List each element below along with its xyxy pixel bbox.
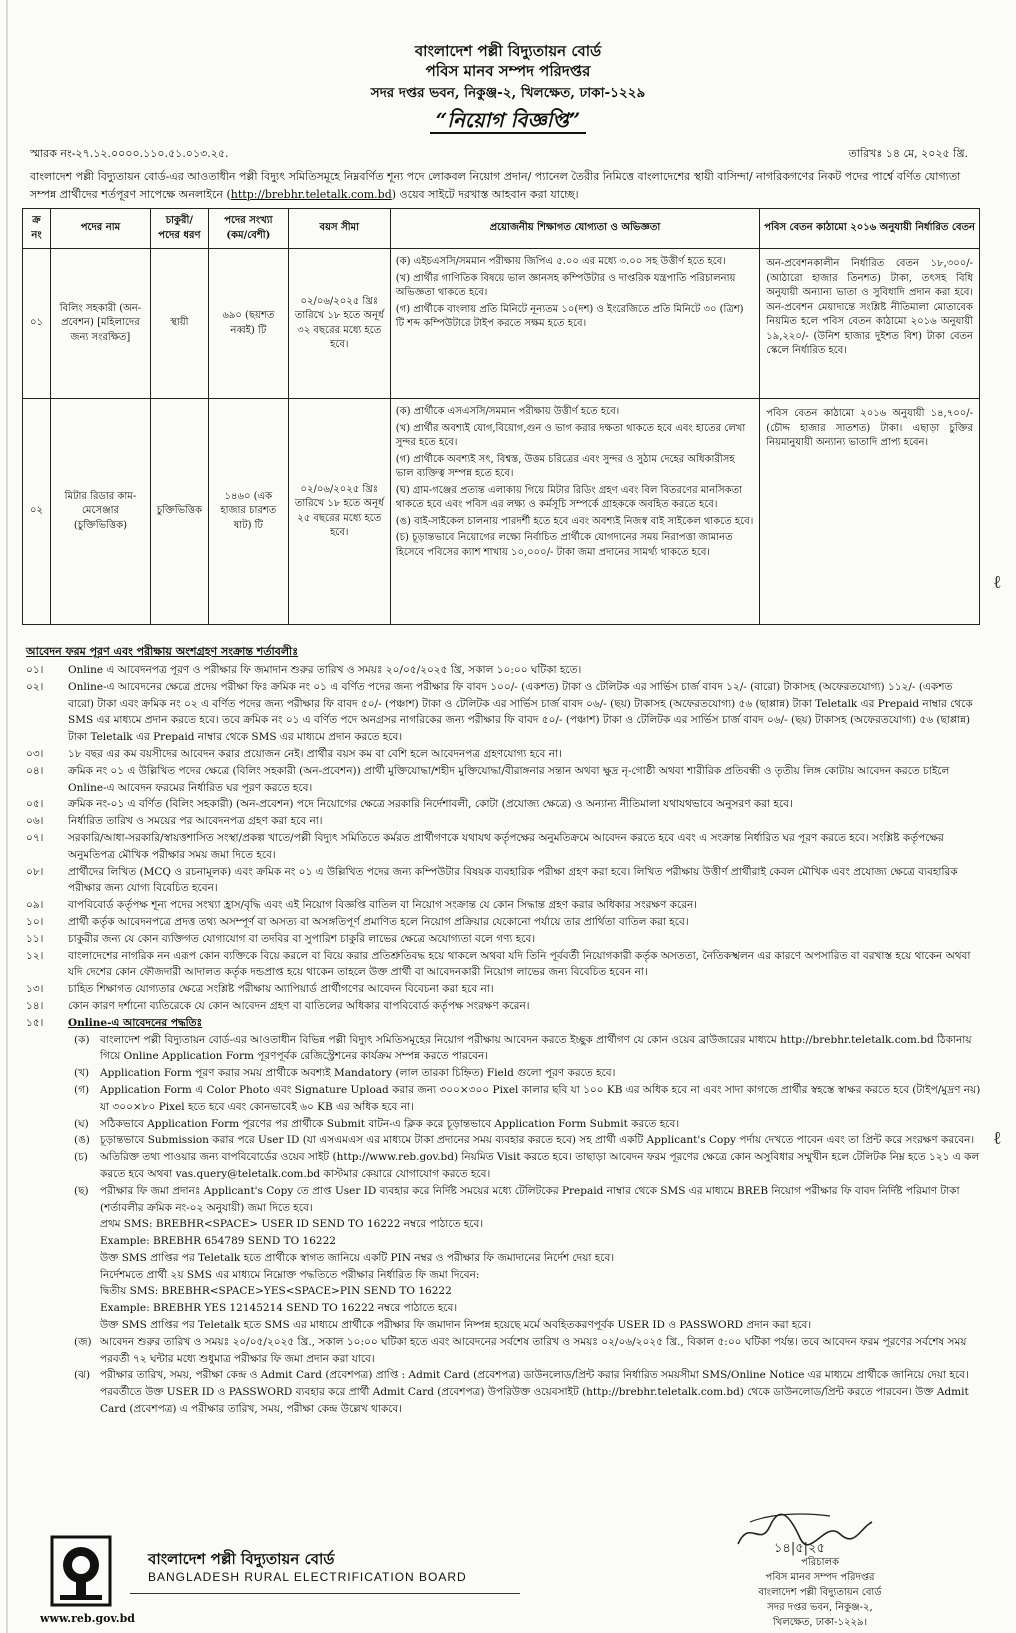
term-number: ০২। [26,680,44,693]
signatory-dept: পবিস মানব সম্পদ পরিদপ্তর [765,1572,875,1583]
table-row [23,399,980,625]
col-header-age: বয়স সীমা [288,209,390,249]
sub-number: (ঝ) [74,1369,91,1382]
sms-text: উক্ত SMS প্রাপ্তির পর Teletalk হতে প্রার্থীকে স্বাগত জানিয়ে একটি PIN নম্বর ও পরীক্ষার ফি জমাদানের নির্দেশ দেয়া হবে। [100,1251,615,1264]
term-number: ০৩। [26,747,44,760]
application-link[interactable]: http://brebhr.teletalk.com.bd [230,188,392,201]
signatory-title: পরিচালক [801,1557,839,1568]
sub-text: Application Form পূরণ করার সময় প্রার্থীকে অবশ্যই Mandatory (লাল তারকা চিহ্নিত) Field গুলো পূরণ করতে হবে। [100,1067,616,1080]
footer-divider [130,1593,520,1594]
term-text: চাহিত শিক্ষাগত যোগ্যতার ক্ষেত্রে সংশ্লিষ্ট পরীক্ষায় অ্যাপিয়ার্ড প্রার্থীগণের আবেদন বিবেচনা করা হবে না। [68,983,494,996]
term-text: ১৮ বছর এর কম বয়সীদের আবেদন করার প্রয়োজন নেই। প্রার্থীর বয়স কম বা বেশি হলে আবেদনপত্র গ্রহণযোগ্য হবে না। [68,747,562,760]
signatory-block [720,1555,920,1630]
sms-text: Example: BREBHR 654789 SEND TO 16222 [100,1235,336,1248]
list-item [26,1149,981,1183]
qualification-item: (ঘ) গ্রাম-গঞ্জের প্রত্যন্ত এলাকায় গিয়ে মিটার রিডিং গ্রহণ এবং বিল বিতরণের মানসিকতা থাকতে হবে এবং পবিস এর লক্ষ্য ও কর্মসূচি সম্পর্কে গ্রাহককে অবহিত করতে হবে। [395,484,743,510]
term-text: ক্রমিক নং-০১ এ বর্ণিত (বিলিং সহকারী) (অন-প্রবেশন) পদে নিয়োগের ক্ষেত্রে সরকারি নির্দেশাবলী, কোটা (প্রযোজ্য ক্ষেত্রে) ও অন্যান্য নীতিমালা যথাযথভাবে অনুসরণ করা হবে। [68,798,793,811]
notice-date: তারিখঃ ১৪ মে, ২০২৫ খ্রি. [848,147,968,160]
sms-line [26,1233,981,1250]
directorate-name: পবিস মানব সম্পদ পরিদপ্তর [425,62,591,80]
qualification-item: (খ) প্রার্থীর গাণিতিক বিষয়ে ভাল জ্ঞানসহ কম্পিউটার ও দাপ্তরিক যন্ত্রপাতি পরিচালনায় অভিজ্ঞতা থাকতে হবে। [395,272,736,298]
list-item [26,864,981,898]
list-item [26,1116,981,1133]
term-number: ১০। [26,915,44,928]
col-header-post: পদের নাম [50,209,150,249]
term-text: Online-এ আবেদনের ক্ষেত্রে প্রদেয় পরীক্ষা ফিঃ ক্রমিক নং ০১ এ বর্ণিত পদের জন্য পরীক্ষার ফি বাবদ ১০০/- (একশত) টাকা ও টেলিটক এর সার্ভিস চার্জ বাবদ ১২/- (বারো) টাকাসহ (অফেরতযোগ্য) ১১২/- (একশত বারো) টাকা এবং ক্রমিক নং ০২ এ বর্ণিত পদের জন্য পরীক্ষার ফি বাবদ ৫০/- (পঞ্চাশ) টাকা ও টেলিটক এর সার্ভিস চার্জ বাবদ ০৬/- (ছয়) টাকাসহ (অফেরতযোগ্য) ৫৬ (ছাপ্পান্ন) টাকা Teletalk এর Prepaid নাম্বার থেকে SMS এর মাধ্যমে প্রদান করতে হবে। তবে ক্রমিক নং ০১ এ বর্ণিত পদে অনগ্রসর নাগরিকের জন্য পরীক্ষার ফি বাবদ ৫০/- (পঞ্চাশ) টাকা ও টেলিটক এর সার্ভিস চার্জ বাবদ ০৬/- (ছয়) টাকাসহ (অফেরতযোগ্য) ৫৬ (ছাপ্পান্ন) টাকা Teletalk এর Prepaid নাম্বার থেকে SMS এর মাধ্যমে প্রদান করতে হবে। [68,680,973,744]
row-count: ৬৯০ (ছয়শত নব্বই) টি [208,249,288,399]
term-text: বাংলাদেশের নাগরিক নন এরূপ কোন ব্যক্তিকে বিয়ে করলে বা বিয়ে করার প্রতিশ্রুতিবদ্ধ হয়ে থাকলে অথবা যদি তিনি পূর্ববর্তী নিয়োগকারী কর্তৃক অসততা, নৈতিকস্খলন এর কারণে অপসারিত বা বরখাস্ত হয়ে থাকেন অথবা যদি দেশের কোন ফৌজদারী আদালত কর্তৃক দন্ডপ্রাপ্ত হয়ে থাকেন তাহলে উক্ত প্রার্থী বা আবেদনকারী নিয়োগ লাভের জন্য বিবেচিত হবেন না। [68,949,971,979]
sub-text: পরীক্ষার ফি জমা প্রদানঃ Applicant's Copy তে প্রাপ্ত User ID ব্যবহার করে নির্দিষ্ট সময়ের মধ্যে টেলিটকের Prepaid নাম্বার থেকে SMS এর মাধ্যমে BREB নিয়োগ পরীক্ষার ফি বাবদ নির্দিষ্ট পরিমাণ টাকা (শর্তাবলীর ক্রমিক নং-০২ অনুযায়ী) জমা দিতে হবে। [100,1184,960,1214]
intro-paragraph [30,168,980,204]
sub-text: সঠিকভাবে Application Form পূরণের পর প্রার্থীকে Submit বাটন-এ ক্লিক করে চূড়ান্তভাবে Application Form Submit করতে হবে। [100,1117,680,1130]
term-text: সরকারি/আধা-সরকারি/স্বায়ত্তশাসিত সংস্থা/প্রকল্প খাতে/পল্লী বিদ্যুৎ সমিতিতে কর্মরত প্রার্থীগণকে যথাযথ কর্তৃপক্ষের অনুমতিক্রমে আবেদন করতে হবে এবং এ সংক্রান্ত নির্ধারিত ঘর পূরণ করতে হবে। সংশ্লিষ্ট কর্তৃপক্ষের অনুমতিপত্র মৌখিক পরীক্ষার সময় জমা দিতে হবে। [68,831,944,861]
row-qualification [390,399,759,625]
list-item [26,679,981,746]
qualification-item: (ক) এইচএসসি/সমমান পরীক্ষায় জিপিএ ৫.০০ এর মধ্যে ৩.০০ সহ উত্তীর্ণ হতে হবে। [395,256,726,267]
row-sl: ০২ [23,399,51,625]
conditions-heading: আবেদন ফরম পূরণ এবং পরীক্ষায় অংশগ্রহণ সংক্রান্ত শর্তাবলীঃ [26,645,299,658]
col-header-sl: ক্র নং [23,209,51,249]
list-item [26,796,981,813]
list-item [26,662,981,679]
sub-number: (ঘ) [74,1117,89,1130]
col-header-salary: পবিস বেতন কাঠামো ২০১৬ অনুযায়ী নির্ধারিত বেতন [760,209,980,249]
sub-number: (খ) [74,1067,90,1080]
sub-text: আবেদন শুরুর তারিখ ও সময়ঃ ২০/০৫/২০২৫ খ্রি., সকাল ১০:০০ ঘটিকা হতে এবং আবেদনের সর্বশেষ তারিখ ও সময়ঃ ০২/০৬/২০২৫ খ্রি., বিকাল ৫:০০ ঘটিকা পর্যন্ত। তবে আবেদন ফরম পূরণের সর্বশেষ সময় পরবর্তী ৭২ ঘন্টার মধ্যে শুধুমাত্র পরীক্ষার ফি জমা প্রদান করা যাবে। [100,1335,967,1365]
row-post: বিলিং সহকারী (অন-প্রবেশন) [মহিলাদের জন্য সংরক্ষিত] [50,249,150,399]
list-item [26,1082,981,1116]
sms-text: দ্বিতীয় SMS: BREBHR<SPACE>YES<SPACE>PIN SEND TO 16222 [100,1285,452,1298]
term-number: ০৫। [26,798,44,811]
signatory-board: বাংলাদেশ পল্লী বিদ্যুতায়ন বোর্ড [758,1587,882,1598]
sms-text: প্রথম SMS: BREBHR<SPACE> USER ID SEND TO 16222 নম্বরে পাঠাতে হবে। [100,1218,484,1231]
row-age: ০২/০৬/২০২৫ খ্রিঃ তারিখে ১৮ হতে অনূর্ধ ২৫ বছরের মধ্যে হতে হবে। [288,399,390,625]
notice-title: “নিয়োগ বিজ্ঞপ্তি” [0,106,1016,139]
sub-number: (ঙ) [74,1134,90,1147]
margin-mark-icon: ℓ [993,572,1002,593]
row-type: চুক্তিভিত্তিক [150,399,208,625]
office-address: সদর দপ্তর ভবন, নিকুঞ্জ-২, খিলক্ষেত, ঢাকা-১২২৯ [370,85,646,101]
qualification-item: (চ) চূড়ান্তভাবে নিয়োগের লক্ষ্যে নির্বাচিত প্রার্থীকে যোগদানের সময় নিরাপত্তা জামানত হিসেবে পবিসের ক্যাশ শাখায় ১০,০০০/- টাকা জমা প্রদানের সামর্থ্য থাকতে হবে। [395,532,733,558]
term-text: ক্রমিক নং ০১ এ উল্লিখিত পদের ক্ষেত্রে (বিলিং সহকারী (অন-প্রবেশন)) প্রার্থী মুক্তিযোদ্ধা/শহীদ মুক্তিযোদ্ধা/বীরাঙ্গনার সন্তান অথবা ক্ষুদ্র নৃ-গোষ্ঠী অথবা শারীরিক প্রতিবন্ধী ও তৃতীয় লিঙ্গ কোটায় আবেদন করতে চাইলে Online-এ আবেদন ফরমের নির্ধারিত ঘর পূরণ করতে হবে। [68,764,950,794]
sms-line [26,1250,981,1267]
sub-text: অতিরিক্ত তথ্য পাওয়ার জন্য বাপবিবোর্ডের ওয়েব সাইট (http://www.reb.gov.bd) নিয়মিত Visit করতে হবে। তাছাড়া আবেদন ফরম পূরণের ক্ষেত্রে কোন অসুবিধার সম্মুখীন হলে টেলিটক নিম্ন হতে ১২১ এ কল করতে হবে অথবা vas.query@teletalk.com.bd কাস্টমার কেয়ারে যোগাযোগ করতে হবে। [100,1151,980,1180]
row-salary: অন-প্রবেশনকালীন নির্ধারিত বেতন ১৮,৩০০/- (আঠারো হাজার তিনশত) টাকা, তৎসহ বিধি অনুযায়ী অন্যান্য ভাতা ও সুবিধাদি প্রদান করা হবে। অন-প্রবেশন মেয়াদান্তে সংশ্লিষ্ট নীতিমালা মোতাবেক নিয়মিত হলে পবিস বেতন কাঠামো ২০১৬ অনুযায়ী ১৯,২২০/- (উনিশ হাজার দুইশত বিশ) টাকা বেতন স্কেলে নির্ধারিত হবে। [760,249,980,399]
term-text: প্রার্থীদের লিখিত (MCQ ও রচনামূলক) এবং ক্রমিক নং ০১ এ উল্লিখিত পদের জন্য কম্পিউটার বিষয়ক ব্যবহারিক পরীক্ষা গ্রহণ করা হবে। লিখিত পরীক্ষায় উত্তীর্ণ প্রার্থীরাই কেবল মৌখিক এবং প্রযোজ্য ক্ষেত্রে ব্যবহারিক পরীক্ষার জন্য যোগ্য বিবেচিত হবেন। [68,865,958,895]
row-count: ১৪৬০ (এক হাজার চারশত ষাট) টি [208,399,288,625]
list-item [26,746,981,763]
list-item [26,1065,981,1082]
term-number: ১২। [26,949,44,962]
row-age: ০২/০৬/২০২৫ খ্রিঃ তারিখে ১৮ হতে অনূর্ধ ৩২ বছরের মধ্যে হতে হবে। [288,249,390,399]
term-text: চাকুরীর জন্য যে কোন ব্যক্তিগত যোগাযোগ বা তদবির বা সুপারিশ চাকুরি লাভের ক্ষেত্রে অযোগ্যতা বলে গণ্য হবে। [68,932,536,945]
footer-website-link[interactable]: www.reb.gov.bd [40,1612,135,1625]
sms-text: নির্দেশমতে প্রার্থী ২য় SMS এর মাধ্যমে নিম্নোক্ত পদ্ধতিতে পরীক্ষার নির্ধারিত ফি জমা দিবেন: [100,1268,480,1281]
footer-org-name-bn: বাংলাদেশ পল্লী বিদ্যুতায়ন বোর্ড [148,1550,335,1568]
sms-text: উক্ত SMS প্রাপ্তির পর Teletalk হতে SMS এর মাধ্যমে প্রার্থীকে পরীক্ষার ফি জমাদান নিষ্পন্ন হয়েছে মর্মে অবহিতকরণপূর্বক USER ID ও PASSWORD প্রদান করা হবে। [100,1319,812,1332]
qualification-item: (ঙ) বাই-সাইকেল চালনায় পারদর্শী হতে হবে এবং অবশ্যই নিজস্ব বাই সাইকেল থাকতে হবে। [395,515,754,527]
term-number: ০৪। [26,764,44,777]
margin-mark-icon: ℓ [993,1128,1002,1149]
list-item [26,1334,981,1368]
list-item [26,998,981,1015]
online-procedure [26,1015,981,1032]
term-number: ১১। [26,932,44,945]
term-number: ০৭। [26,831,44,844]
sub-number: (ছ) [74,1184,89,1197]
sub-number: (চ) [74,1151,88,1164]
row-qualification [390,249,759,399]
list-item [26,763,981,797]
qualification-item: (খ) প্রার্থীর অবশ্যই যোগ,বিয়োগ,গুন ও ভাগ করার দক্ষতা থাকতে হবে এবং হাতের লেখা সুন্দর হতে হবে। [395,422,746,448]
intro-text-end: ) ওয়েব সাইটে দরখাস্ত আহবান করা যাচ্ছে। [391,188,579,201]
intro-text: বাংলাদেশ পল্লী বিদ্যুতায়ন বোর্ড-এর আওতাধীন পল্লী বিদ্যুৎ সমিতিসমূহে নিম্নবর্ণিত শূন্য পদে লোকবল নিয়োগ প্রদান/ প্যানেল তৈরীর নিমিত্তে বাংলাদেশের স্থায়ী বাসিন্দা/ নাগরিকগণের নিকট পদের পার্শ্বে বর্ণিত যোগ্যতা সম্পন্ন প্রার্থীদের শর্তপূরণ সাপেক্ষে অনলাইনে ( [30,170,961,201]
reb-logo-icon [50,1535,112,1607]
conditions-list [26,662,981,1418]
term-text: বাপবিবোর্ড কর্তৃপক্ষ শূন্য পদের সংখ্যা হ্রাস/বৃদ্ধি এবং এই নিয়োগ বিজ্ঞপ্তি বাতিল বা নিয়োগ সংক্রান্ত যে কোন সিদ্ধান্ত গ্রহণ করার অধিকার সংরক্ষণ করেন। [68,899,698,912]
qualification-item: (গ) প্রার্থীকে অবশ্যই সৎ, বিশ্বস্ত, উত্তম চরিত্রের এবং সুন্দর ও সুঠাম দেহের অধিকারীসহ ভাল ব্যক্তিত্ব সম্পন্ন হতে হবে। [395,453,735,479]
col-header-count: পদের সংখ্যা (কম/বেশী) [208,209,288,249]
table-row [23,249,980,399]
handwritten-signature [730,1508,880,1556]
sms-line [26,1267,981,1284]
list-item [26,981,981,998]
row-salary: পবিস বেতন কাঠামো ২০১৬ অনুযায়ী ১৪,৭০০/- (চৌদ্দ হাজার সাতশত) টাকা। এছাড়া চুক্তির নিয়মানুযায়ী অন্যান্য ভাতাদি প্রাপ্য হবেন। [760,399,980,625]
sub-text: বাংলাদেশ পল্লী বিদ্যুতায়ন বোর্ড-এর আওতাধীন বিভিন্ন পল্লী বিদ্যুৎ সমিতিসমূহের নিয়োগ পরীক্ষায় আবেদন করতে ইচ্ছুক প্রার্থীগণ যে কোন ওয়েব ব্রাউজারের মাধ্যমে http://brebhr.teletalk.com.bd ঠিকানায় গিয়ে Online Application Form পূরণপূর্বক রেজিস্ট্রেশনের কার্যক্রম সম্পন্ন করতে পারবেন। [100,1033,972,1063]
footer-org-name-en: BANGLADESH RURAL ELECTRIFICATION BOARD [148,1570,467,1584]
sub-number: (ক) [74,1033,90,1046]
row-type: স্থায়ী [150,249,208,399]
sub-text: চূড়ান্তভাবে Submission করার পরে User ID (যা এসএমএস এর মাধ্যমে টাকা প্রদানের সময় ব্যবহার করতে হবে) সহ প্রার্থী একটি Applicant's Copy পর্দায় দেখতে পাবেন এবং তা প্রিন্ট করে সংরক্ষণ করবেন। [100,1134,975,1147]
list-item [26,1183,981,1217]
term-text: নির্ধারিত তারিখ ও সময়ের পর আবেদনপত্র গ্রহণ করা হবে না। [68,815,323,828]
term-text: প্রার্থী কর্তৃক আবেদনপত্রে প্রদত্ত তথ্য অসম্পূর্ণ বা অসত্য বা অসঙ্গতিপূর্ণ প্রমাণিত হলে নিয়োগ প্রক্রিয়ার যেকোনো পর্যায়ে তার প্রার্থিতা বাতিল করা হবে। [68,915,689,928]
memo-number: স্মারক নং-২৭.১২.০০০০.১১০.৫১.০১৩.২৫. [30,147,229,160]
term-number: ০৯। [26,899,44,912]
scan-edge [6,0,8,1633]
list-item [26,948,981,982]
sms-line [26,1317,981,1334]
term-number: ০১। [26,664,44,676]
term-text: কোন কারণ দর্শানো ব্যতিরেকে যে কোন আবেদন গ্রহণ বা বাতিলের অধিকার বাপবিবোর্ড কর্তৃপক্ষ সংরক্ষণ করেন। [68,999,530,1012]
sms-text: Example: BREBHR YES 12145214 SEND TO 16222 নম্বরে পাঠাতে হবে। [100,1302,458,1315]
row-sl: ০১ [23,249,51,399]
signatory-address-2: খিলক্ষেত, ঢাকা-১২২৯। [772,1617,868,1628]
qualification-item: (গ) প্রার্থীকে বাংলায় প্রতি মিনিটে নূন্যতম ১০(দশ) ও ইংরেজিতে প্রতি মিনিটে ৩০ (ত্রিশ) টি শব্দ কম্পিউটারে টাইপ করতে সক্ষম হতে হবে। [395,303,744,329]
term-number: ০৮। [26,865,44,878]
sms-line [26,1216,981,1233]
list-item [26,914,981,931]
list-item [26,1132,981,1149]
list-item [26,897,981,914]
sub-number: (গ) [74,1083,90,1096]
list-item [26,830,981,864]
signatory-address-1: সদর দপ্তর ভবন, নিকুঞ্জ-২, [767,1602,873,1613]
term-number: ১৪। [26,999,44,1012]
signature-date: ১৪|৫|২৫ [774,1541,825,1556]
vacancy-table [22,208,980,625]
col-header-qualification: প্রয়োজনীয় শিক্ষাগত যোগ্যতা ও অভিজ্ঞতা [390,209,759,249]
list-item [26,813,981,830]
row-post: মিটার রিডার কাম-মেসেঞ্জার (চুক্তিভিত্তিক) [50,399,150,625]
term-text: Online এ আবেদনপত্র পূরণ ও পরীক্ষার ফি জমাদান শুরুর তারিখ ও সময়ঃ ২০/০৫/২০২৫ খ্রি, সকাল ১০:০০ ঘটিকা হতে। [68,664,582,676]
table-header-row [23,209,980,249]
list-item [26,1367,981,1417]
term-number: ১৩। [26,983,44,996]
qualification-item: (ক) প্রার্থীকে এসএসসি/সমমান পরীক্ষায় উত্তীর্ণ হতে হবে। [395,406,620,417]
sub-text: পরীক্ষার তারিখ, সময়, পরীক্ষা কেন্দ্র ও Admit Card (প্রবেশপত্র) প্রাপ্তি : Admit Card (প্রবেশপত্র) ডাউনলোড/প্রিন্ট করার নির্ধারিত সময়সীমা SMS/Online Notice এর মাধ্যমে প্রার্থীকে জানিয়ে দেয়া হবে। পরবর্তীতে উক্ত USER ID ও PASSWORD ব্যবহার করে প্রার্থী Admit Card (প্রবেশপত্র) উপরিউক্ত ওয়েবসাইট (http://brebhr.teletalk.com.bd) থেকে ডাউনলোড/প্রিন্ট করতে পারবেন। উক্ত Admit Card (প্রবেশপত্র) এ পরীক্ষার তারিখ, সময়, পরীক্ষা কেন্দ্র উল্লেখ থাকবে। [100,1369,969,1416]
sub-text: Application Form এ Color Photo এবং Signature Upload করার জন্য ৩০০×৩০০ Pixel কালার ছবি যা ১০০ KB এর অধিক হবে না এবং সাদা কাগজে প্রার্থীর স্বহস্তে স্বাক্ষর করতে হবে (টাইপ/মুদ্রণ নয়) যা ৩০০×৮০ Pixel হতে হবে এবং কোনভাবেই ৬০ KB এর অধিক হবে না। [100,1083,981,1113]
online-procedure-heading: Online-এ আবেদনের পদ্ধতিঃ [68,1016,203,1029]
term-number: ০৬। [26,815,44,828]
sms-line [26,1300,981,1317]
board-name: বাংলাদেশ পল্লী বিদ্যুতায়ন বোর্ড [414,42,602,60]
term-number: ১৫। [26,1016,44,1029]
sub-number: (জ) [74,1335,92,1348]
col-header-type: চাকুরী/ পদের ধরণ [150,209,208,249]
list-item [26,931,981,948]
sms-line [26,1283,981,1300]
list-item [26,1032,981,1066]
